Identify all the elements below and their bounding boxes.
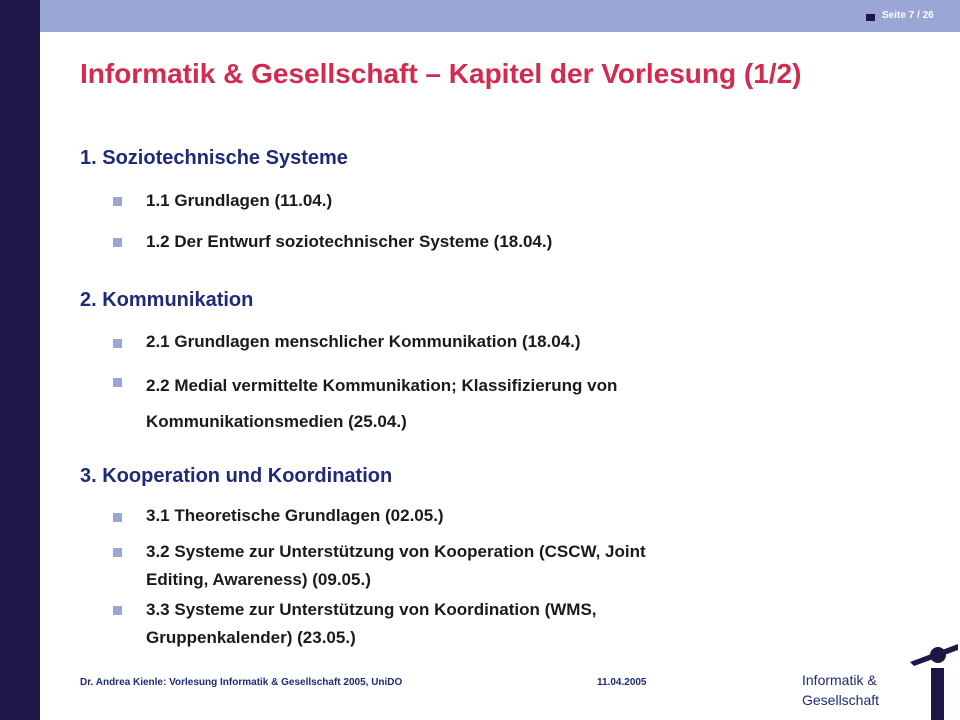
list-item-line: 1.2 Der Entwurf soziotechnischer Systeme (18.04.) [146, 232, 553, 251]
list-item [146, 596, 597, 652]
bullet-icon [113, 238, 122, 247]
list-item-line: Kommunikationsmedien (25.04.) [146, 412, 407, 431]
page-number: Seite 7 / 26 [882, 10, 934, 21]
left-sidebar-bar [0, 0, 40, 720]
list-item-line: 2.1 Grundlagen menschlicher Kommunikation (18.04.) [146, 332, 581, 351]
logo-text-line: Gesellschaft [802, 692, 880, 708]
list-item-line: 3.2 Systeme zur Unterstützung von Kooperation (CSCW, Joint [146, 542, 646, 561]
list-item [146, 502, 444, 530]
list-item-line: 1.1 Grundlagen (11.04.) [146, 191, 333, 210]
list-item-line: Editing, Awareness) (09.05.) [146, 570, 371, 589]
logo-text [802, 670, 879, 710]
bullet-icon [113, 606, 122, 615]
section-heading-3: 3. Kooperation und Koordination [80, 465, 393, 487]
top-banner [0, 0, 960, 32]
list-item [146, 228, 552, 256]
logo-text-line: Informatik & [802, 672, 877, 688]
footer-date: 11.04.2005 [597, 677, 647, 688]
list-item-line: 3.3 Systeme zur Unterstützung von Koordination (WMS, [146, 600, 597, 619]
bullet-icon [113, 378, 122, 387]
list-item-line: 2.2 Medial vermittelte Kommunikation; Klassifizierung von [146, 376, 618, 395]
bullet-icon [113, 197, 122, 206]
bullet-icon [113, 548, 122, 557]
section-heading-1: 1. Soziotechnische Systeme [80, 147, 348, 169]
list-item [146, 368, 617, 440]
list-item-line: Gruppenkalender) (23.05.) [146, 628, 356, 647]
square-marker-icon [866, 14, 875, 21]
list-item-line: 3.1 Theoretische Grundlagen (02.05.) [146, 506, 444, 525]
list-item [146, 538, 646, 594]
footer-author: Dr. Andrea Kienle: Vorlesung Informatik & Gesellschaft 2005, UniDO [80, 677, 403, 688]
list-item [146, 328, 581, 356]
list-item [146, 187, 332, 215]
i-figure-logo-icon [900, 636, 960, 720]
bullet-icon [113, 513, 122, 522]
slide-title: Informatik & Gesellschaft – Kapitel der Vorlesung (1/2) [80, 58, 802, 89]
section-heading-2: 2. Kommunikation [80, 289, 254, 311]
bullet-icon [113, 339, 122, 348]
